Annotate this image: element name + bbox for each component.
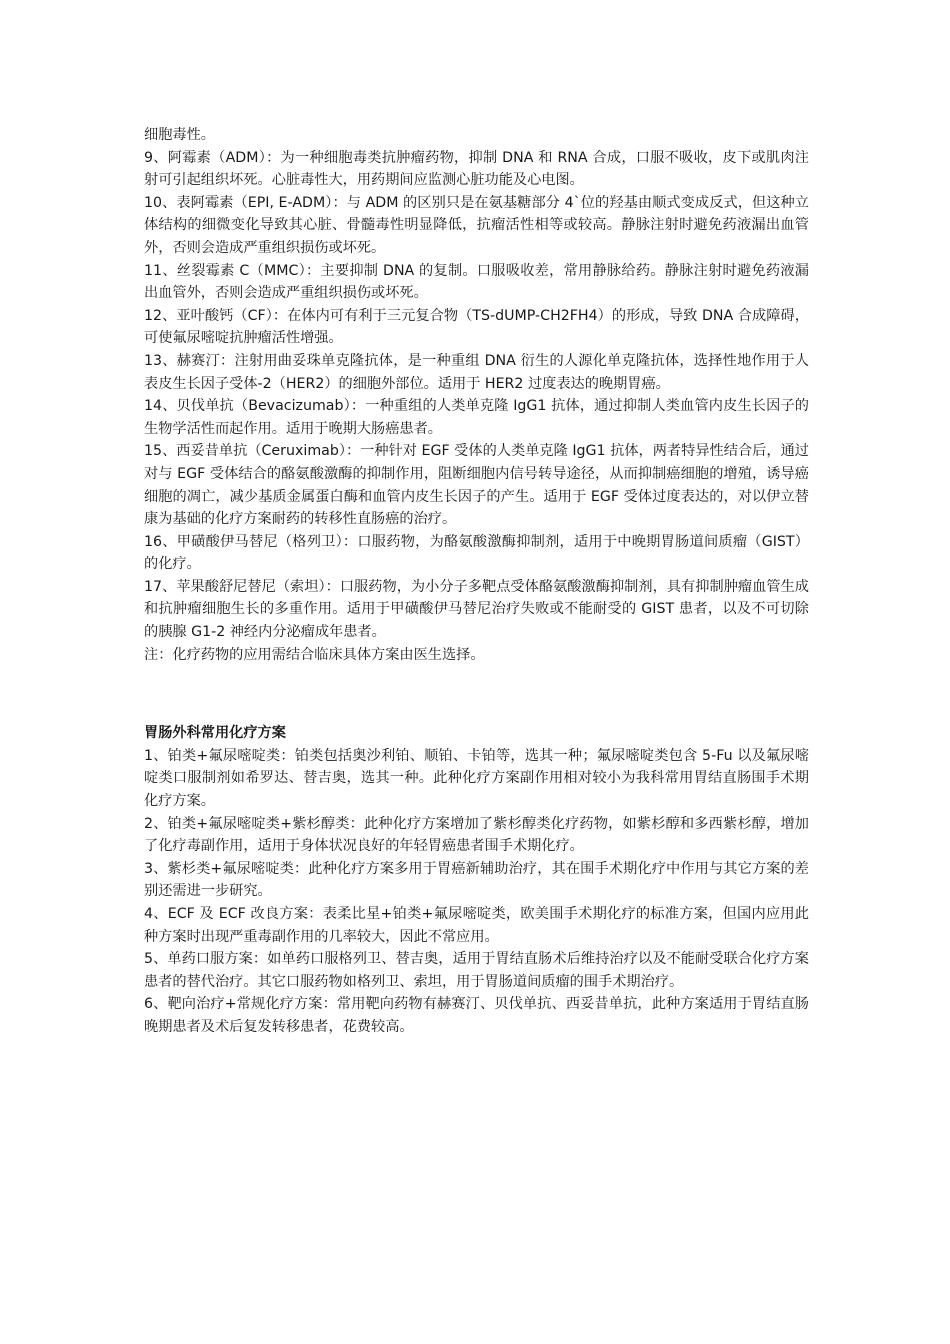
section-gap: [144, 666, 809, 722]
regimen-item-3: 3、紫杉类+氟尿嘧啶类：此种化疗方案多用于胃癌新辅助治疗，其在围手术期化疗中作用与其它方案的差别还需进一步研究。: [144, 860, 809, 900]
regimen-item-6: 6、靶向治疗+常规化疗方案：常用靶向药物有赫赛汀、贝伐单抗、西妥昔单抗，此种方案适用于胃结直肠晚期患者及术后复发转移患者，花费较高。: [144, 996, 809, 1035]
regimen-item-5: 5、单药口服方案：如单药口服格列卫、替吉奥，适用于胃结直肠术后维持治疗以及不能耐受联合化疗方案患者的替代治疗。其它口服药物如格列卫、索坦，用于胃肠道间质瘤的围手术期治疗。: [144, 951, 809, 990]
drug-item-14: 14、贝伐单抗（Bevacizumab）：一种重组的人类单克隆 IgG1 抗体，通过抑制人类血管内皮生长因子的生物学活性而起作用。适用于晚期大肠癌患者。: [144, 398, 809, 437]
drug-item-13: 13、赫赛汀：注射用曲妥珠单克隆抗体，是一种重组 DNA 衍生的人源化单克隆抗体，选择性地作用于人表皮生长因子受体-2（HER2）的细胞外部位。适用于 HER2 过度表达的晚期胃癌。: [144, 352, 809, 392]
document-body: [144, 124, 809, 1039]
drug-item-11: 11、丝裂霉素 C（MMC）：主要抑制 DNA 的复制。口服吸收差，常用静脉给药。静脉注射时避免药液漏出血管外，否则会造成严重组织损伤或坏死。: [144, 262, 809, 302]
drug-item-12: 12、亚叶酸钙（CF）：在体内可有利于三元复合物（TS-dUMP-CH2FH4）的形成，导致 DNA 合成障碍，可使氟尿嘧啶抗肿瘤活性增强。: [144, 307, 809, 347]
regimen-item-4: 4、ECF 及 ECF 改良方案：表柔比星+铂类+氟尿嘧啶类，欧美围手术期化疗的标准方案，但国内应用此种方案时出现严重毒副作用的几率较大，因此不常应用。: [144, 906, 809, 945]
drug-item-10: 10、表阿霉素（EPI, E-ADM）：与 ADM 的区别只是在氨基糖部分 4`位的羟基由顺式变成反式，但这种立体结构的细微变化导致其心脏、骨髓毒性明显降低，抗瘤活性相等或较高。静脉注射时避免药液漏出血管外，否则会造成严重组织损伤或坏死。: [144, 194, 809, 256]
regimen-item-1: 1、铂类+氟尿嘧啶类：铂类包括奥沙利铂、顺铂、卡铂等，选其一种；氟尿嘧啶类包含 5-Fu 以及氟尿嘧啶类口服制剂如希罗达、替吉奥，选其一种。此种化疗方案副作用相对较小为我科常用胃结直肠围手术期化疗方案。: [144, 747, 809, 810]
drug-item-9: 9、阿霉素（ADM）：为一种细胞毒类抗肿瘤药物，抑制 DNA 和 RNA 合成，口服不吸收，皮下或肌肉注射可引起组织坏死。心脏毒性大，用药期间应监测心脏功能及心电图。: [144, 149, 809, 189]
regimen-item-2: 2、铂类+氟尿嘧啶类+紫杉醇类：此种化疗方案增加了紫杉醇类化疗药物，如紫杉醇和多西紫杉醇，增加了化疗毒副作用，适用于身体状况良好的年轻胃癌患者围手术期化疗。: [144, 815, 809, 855]
drug-item-16: 16、甲磺酸伊马替尼（格列卫）：口服药物，为酪氨酸激酶抑制剂，适用于中晚期胃肠道间质瘤（GIST）的化疗。: [144, 533, 809, 573]
drug-item-15: 15、西妥昔单抗（Ceruximab）：一种针对 EGF 受体的人类单克隆 IgG1 抗体，两者特异性结合后，通过对与 EGF 受体结合的酪氨酸激酶的抑制作用，阻断细胞内信号转导途径，从而抑制癌细胞的增殖，诱导癌细胞的凋亡，减少基质金属蛋白酶和血管内皮生长因子的产生。适用于 EGF 受体过度表达的，对以伊立替康为基础的化疗方案耐药的转移性直肠癌的治疗。: [144, 443, 809, 528]
section-title: 胃肠外科常用化疗方案: [144, 725, 286, 742]
drug-note: 注：化疗药物的应用需结合临床具体方案由医生选择。: [144, 646, 485, 663]
paragraph-lead: 细胞毒性。: [144, 127, 215, 143]
drug-item-17: 17、苹果酸舒尼替尼（索坦）：口服药物，为小分子多靶点受体酪氨酸激酶抑制剂，具有抑制肿瘤血管生成和抗肿瘤细胞生长的多重作用。适用于甲磺酸伊马替尼治疗失败或不能耐受的 GIST 患者，以及不可切除的胰腺 G1-2 神经内分泌瘤成年患者。: [144, 578, 809, 641]
